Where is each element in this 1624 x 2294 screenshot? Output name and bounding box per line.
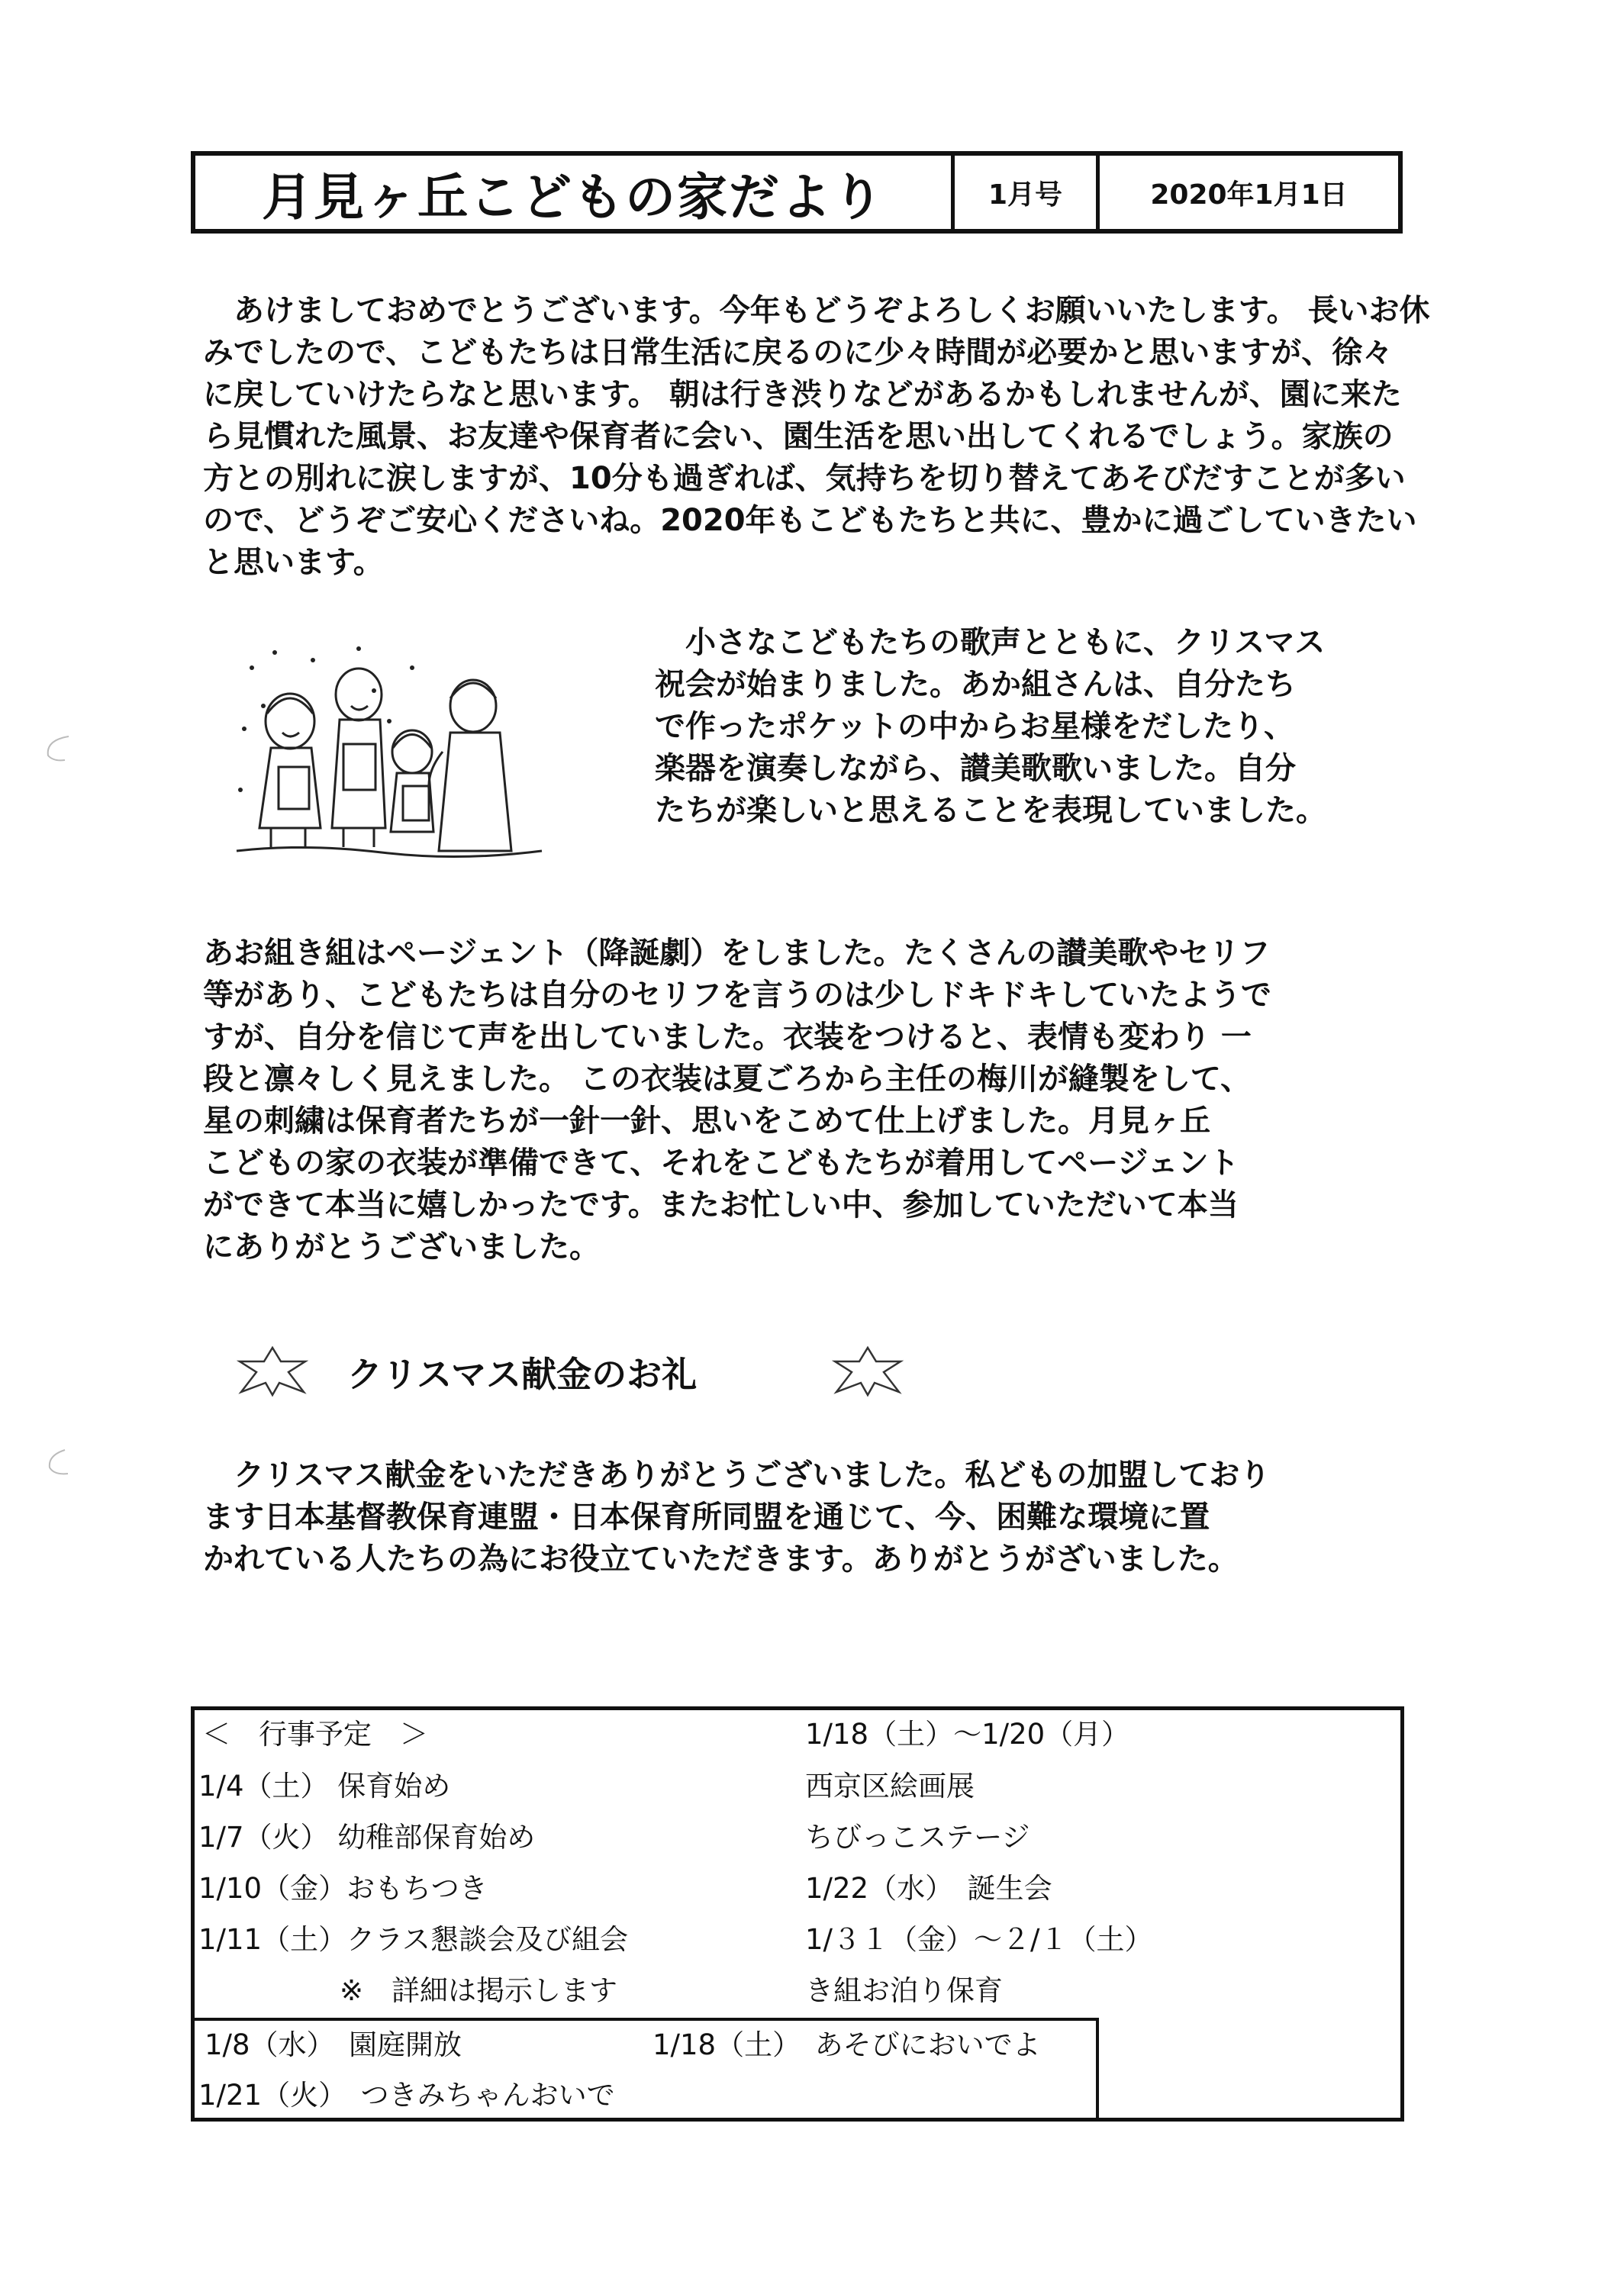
greeting-paragraph xyxy=(203,290,1430,584)
text-line: 方との別れに涙しますが、10分も過ぎれば、気持ちを切り替えてあそびだすことが多い xyxy=(203,461,1406,496)
text-line: 星の刺繍は保育者たちが一針一針、思いをこめて仕上げました。月見ヶ丘 xyxy=(203,1104,1210,1139)
star-left-icon xyxy=(237,1345,309,1398)
event-item: 1/21（火） つきみちゃんおいで xyxy=(198,2079,615,2112)
text-line: すが、自分を信じて声を出していました。衣装をつけると、表情も変わり 一 xyxy=(203,1020,1252,1055)
text-line: と思います。 xyxy=(203,545,384,580)
text-line: かれている人たちの為にお役立ていただきます。ありがとうがざいました。 xyxy=(203,1542,1239,1577)
star-right-icon xyxy=(832,1345,904,1398)
text-line: クリスマス献金をいただきありがとうございました。私どもの加盟しており xyxy=(203,1458,1271,1493)
christmas-paragraph xyxy=(655,622,1326,832)
text-line: 祝会が始まりました。あか組さんは、自分たち xyxy=(655,667,1296,702)
text-line: あお組き組はページェント（降誕劇）をしました。たくさんの讃美歌やセリフ xyxy=(203,936,1271,971)
text-line: ができて本当に嬉しかったです。またお忙しい中、参加していただいて本当 xyxy=(203,1187,1239,1223)
event-item: 1/18（土） あそびにおいでよ xyxy=(652,2028,1041,2061)
event-item: 1/３１（金）～２/１（土） xyxy=(805,1923,1153,1956)
event-note: ※ 詳細は掲示します xyxy=(198,1974,618,2007)
event-item: 1/18（土）～1/20（月） xyxy=(805,1718,1130,1751)
scan-mark xyxy=(42,1446,72,1477)
event-item: 1/22（水） 誕生会 xyxy=(805,1872,1052,1905)
text-line: ら見慣れた風景、お友達や保育者に会い、園生活を思い出してくれるでしょう。家族の xyxy=(203,419,1394,454)
scan-mark xyxy=(42,733,72,763)
pageant-paragraph xyxy=(203,933,1271,1268)
text-line: みでしたので、こどもたちは日常生活に戻るのに少々時間が必要かと思いますが、徐々 xyxy=(203,335,1394,370)
text-line: 等があり、こどもたちは自分のセリフを言うのは少しドキドキしていたようで xyxy=(203,978,1271,1013)
event-item: 1/4（土） 保育始め xyxy=(198,1770,451,1803)
text-line: 段と凛々しく見えました。 この衣装は夏ごろから主任の梅川が縫製をして、 xyxy=(203,1062,1252,1097)
donation-thanks-paragraph xyxy=(203,1455,1270,1580)
event-item: ちびっこステージ xyxy=(805,1821,1030,1854)
text-line: あけましておめでとうございます。今年もどうぞよろしくお願いいたします。 長いお休 xyxy=(203,293,1430,328)
text-line: 楽器を演奏しながら、讃美歌歌いました。自分 xyxy=(655,751,1296,786)
newsletter-title: 月見ヶ丘こどもの家だより xyxy=(262,167,884,227)
text-line: 小さなこどもたちの歌声とともに、クリスマス xyxy=(655,625,1326,660)
text-line: たちが楽しいと思えることを表現していました。 xyxy=(655,793,1326,828)
newsletter-header xyxy=(191,151,1403,234)
text-line: で作ったポケットの中からお星様をだしたり、 xyxy=(655,709,1294,744)
text-line: にありがとうございました。 xyxy=(203,1229,600,1265)
issue-cell xyxy=(955,156,1100,229)
events-heading: ＜ 行事予定 ＞ xyxy=(202,1718,428,1751)
date-cell xyxy=(1100,156,1398,229)
text-line: ます日本基督教保育連盟・日本保育所同盟を通じて、今、困難な環境に置 xyxy=(203,1500,1210,1535)
carolers-illustration xyxy=(229,637,549,859)
issue-date: 2020年1月1日 xyxy=(1150,179,1348,211)
text-line: に戻していけたらなと思います。 朝は行き渋りなどがあるかもしれませんが、園に来た xyxy=(203,377,1402,412)
text-line: ので、どうぞご安心くださいね。2020年もこどもたちと共に、豊かに過ごしていきたい xyxy=(203,503,1417,538)
event-item: 1/11（土）クラス懇談会及び組会 xyxy=(198,1923,628,1956)
event-item: 1/8（水） 園庭開放 xyxy=(205,2028,462,2061)
event-item: 西京区絵画展 xyxy=(805,1770,975,1803)
event-item: き組お泊り保育 xyxy=(805,1974,1003,2007)
donation-thanks-heading: クリスマス献金のお礼 xyxy=(347,1354,698,1395)
issue-label: 1月号 xyxy=(988,179,1063,211)
event-item: 1/10（金）おもちつき xyxy=(198,1872,488,1905)
open-events-box xyxy=(191,2018,1099,2122)
title-cell xyxy=(195,156,955,229)
text-line: こどもの家の衣装が準備できて、それをこどもたちが着用してページェント xyxy=(203,1145,1239,1181)
event-item: 1/7（火） 幼稚部保育始め xyxy=(198,1821,536,1854)
